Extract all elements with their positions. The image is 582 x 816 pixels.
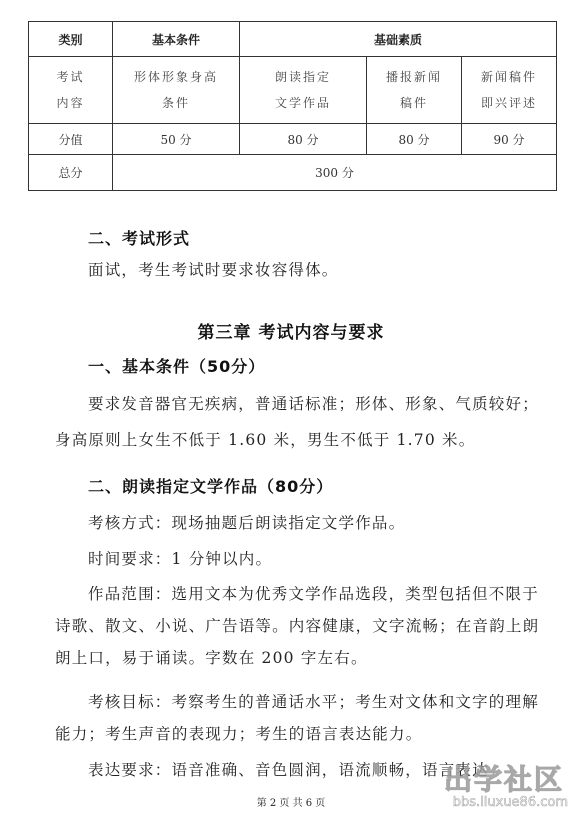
table-row-total [29,155,557,191]
heading-basic-conditions: 一、基本条件（50分） [88,357,266,376]
reading-scope: 作品范围：选用文本为优秀文学作品选段，类型包括但不限于诗歌、散文、小说、广告语等。内容健康，文字流畅；在音韵上朗朗上口，易于诵读。字数在 200 字左右。 [55,585,540,667]
reading-time: 时间要求：1 分钟以内。 [88,550,273,568]
basic-conditions-line-2: 身高原则上女生不低于 1.60 米，男生不低于 1.70 米。 [55,431,476,449]
cell-total-value: 300 分 [113,155,557,191]
header-foundation: 基础素质 [240,22,557,57]
reading-goal: 考核目标：考察考生的普通话水平；考生对文体和文字的理解能力；考生声音的表现力；考生的语言表达能力。 [55,693,539,743]
score-table [28,21,557,191]
table-row-score [29,124,557,155]
exam-form-text: 面试，考生考试时要求妆容得体。 [88,261,339,279]
basic-conditions-line-1: 要求发音器官无疾病，普通话标准；形体、形象、气质较好； [88,395,539,413]
table-header-row [29,22,557,57]
heading-exam-form: 二、考试形式 [88,229,191,248]
chapter-title: 第三章 考试内容与要求 [197,323,385,343]
watermark-logo-text: 出学社区 [443,763,564,796]
page-footer: 第 2 页 共 6 页 [256,798,326,809]
row-label-score: 分值 [29,124,113,155]
cell-reading-content: 朗读指定 文学作品 [240,57,367,124]
row-label-content: 考试 内容 [29,57,113,124]
watermark-url: bbs.liuxue86.com [452,795,568,810]
cell-news-score: 80 分 [367,124,462,155]
row-label-total: 总分 [29,155,113,191]
cell-commentary-content: 新闻稿件 即兴评述 [462,57,557,124]
header-category: 类别 [29,22,113,57]
cell-commentary-score: 90 分 [462,124,557,155]
site-watermark [407,758,572,810]
cell-basic-score: 50 分 [113,124,240,155]
table-row-content [29,57,557,124]
header-basic: 基本条件 [113,22,240,57]
cell-news-content: 播报新闻 稿件 [367,57,462,124]
heading-reading: 二、朗读指定文学作品（80分） [88,477,334,496]
cell-basic-content: 形体形象身高 条件 [113,57,240,124]
reading-expression: 表达要求：语音准确、音色圆润，语流顺畅，语言表达 [88,761,489,779]
cell-reading-score: 80 分 [240,124,367,155]
reading-method: 考核方式：现场抽题后朗读指定文学作品。 [88,514,406,532]
